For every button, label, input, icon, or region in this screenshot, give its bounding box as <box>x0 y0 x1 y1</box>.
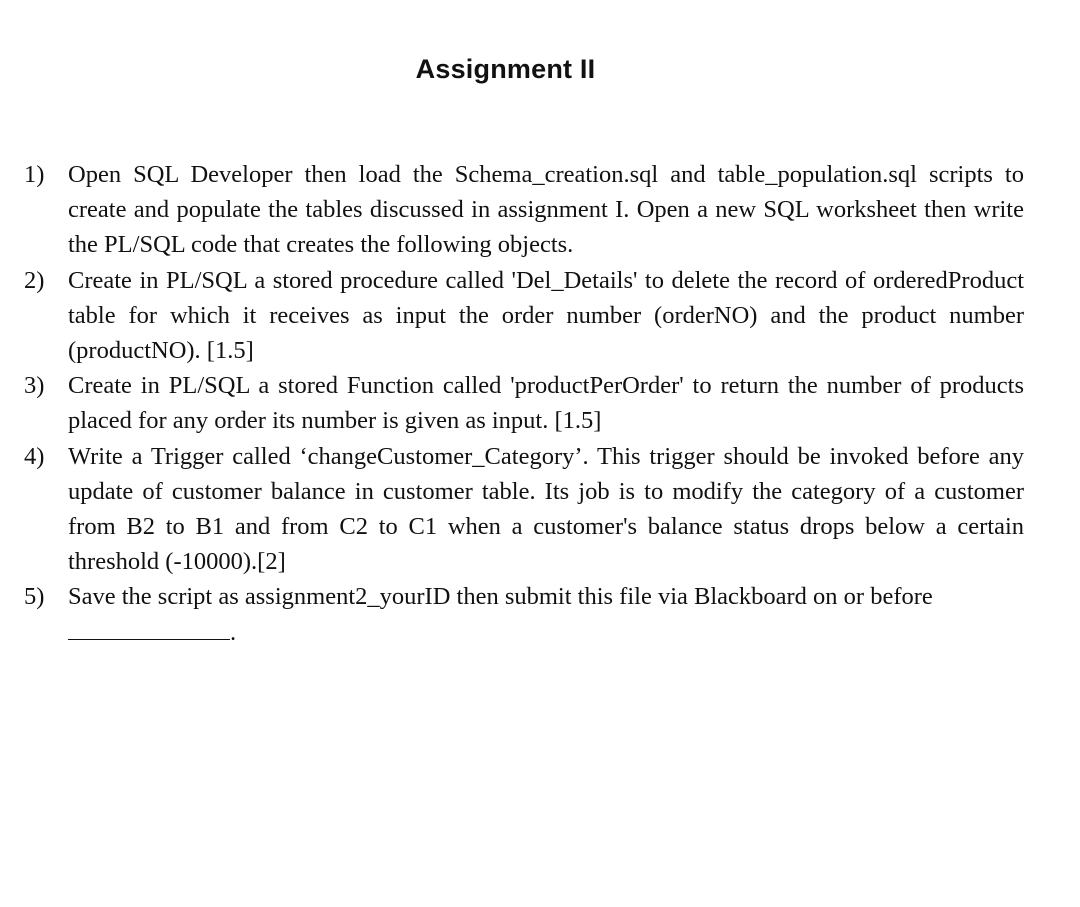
list-item-text: Write a Trigger called ‘changeCustomer_Category’. This trigger should be invoked before any update of customer balance in customer table. Its job is to modify the category of a customer from B2 to B1 and from C2 to C1 when a customer's balance status drops below a certain threshold (-10000).[2] <box>68 442 1024 576</box>
deadline-blank-line <box>68 617 230 640</box>
list-item-5 <box>24 579 1024 649</box>
list-item-number: 2) <box>24 266 45 294</box>
list-item-text: Create in PL/SQL a stored Function called 'productPerOrder' to return the number of products placed for any order its number is given as input. [1.5] <box>68 372 1024 435</box>
list-item-3 <box>24 368 1024 438</box>
page-title: Assignment II <box>415 54 596 84</box>
list-item-text: Open SQL Developer then load the Schema_creation.sql and table_population.sql scripts to create and populate the tables discussed in assignment I. Open a new SQL worksheet then write the PL/SQL code that creates the following objects. <box>68 161 1024 259</box>
list-item-1 <box>24 157 1024 263</box>
deadline-end-punctuation: . <box>230 618 237 646</box>
instruction-list <box>24 157 1024 650</box>
list-item-text: Save the script as assignment2_yourID then submit this file via Blackboard on or before <box>68 583 933 611</box>
list-item-number: 3) <box>24 372 45 400</box>
list-item-2 <box>24 263 1024 369</box>
list-item-number: 4) <box>24 442 45 470</box>
list-item-4 <box>24 439 1024 580</box>
list-item-number: 1) <box>24 161 45 188</box>
list-item-number: 5) <box>24 583 45 611</box>
list-item-text: Create in PL/SQL a stored procedure called 'Del_Details' to delete the record of orderedProduct table for which it receives as input the order number (orderNO) and the product number (productNO). [1.5] <box>68 266 1024 365</box>
